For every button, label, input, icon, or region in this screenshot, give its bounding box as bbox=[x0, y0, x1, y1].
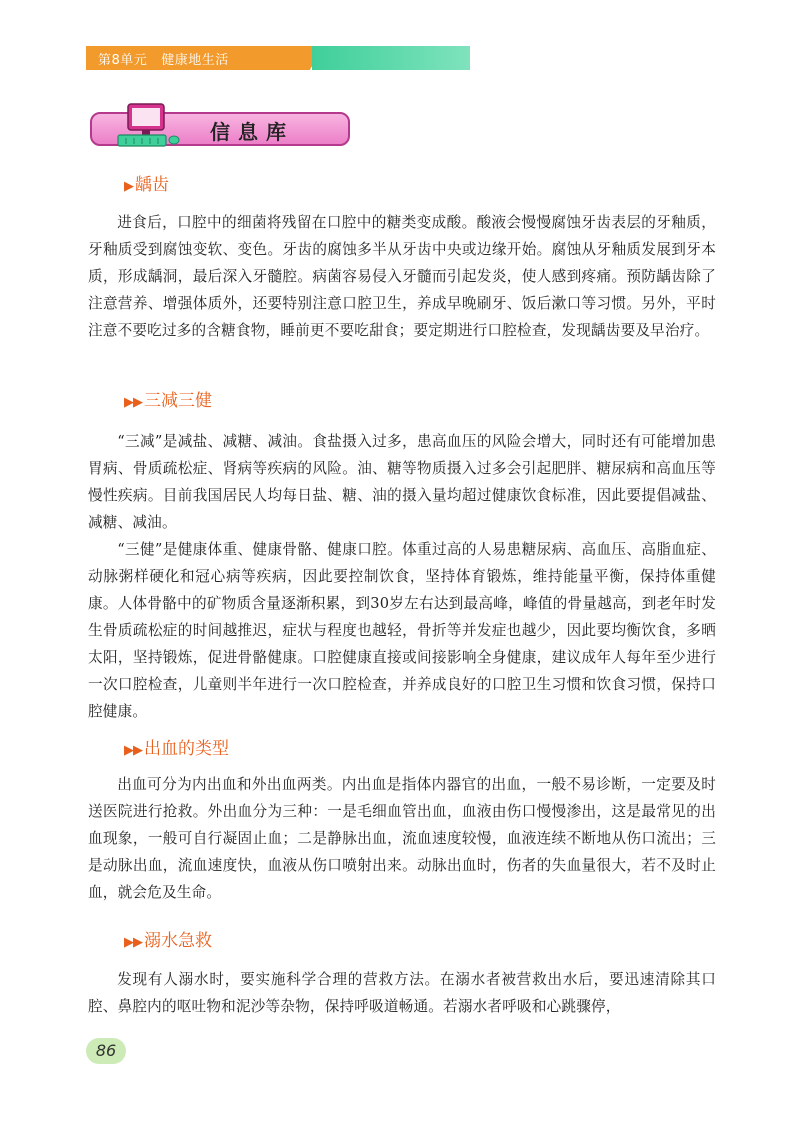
paragraph-three-reductions: “三减”是减盐、减糖、减油。食盐摄入过多，患高血压的风险会增大，同时还有可能增加患胃病、骨质疏松症、肾病等疾病的风险。油、糖等物质摄入过多会引起肥胖、糖尿病和高血压等慢性疾病。目前我国居民人均每日盐、糖、油的摄入量均超过健康饮食标准，因此要提倡减盐、减糖、减油。 bbox=[88, 433, 716, 531]
section-title: 龋齿 bbox=[135, 175, 169, 195]
unit-label bbox=[98, 49, 243, 68]
section-heading-drowning-aid bbox=[124, 926, 212, 951]
computer-icon bbox=[112, 102, 182, 152]
arrow-icon: ▶▶ bbox=[124, 743, 142, 758]
paragraph-bleeding-types: 出血可分为内出血和外出血两类。内出血是指体内器官的出血，一般不易诊断，一定要及时送医院进行抢救。外出血分为三种：一是毛细血管出血，血液由伤口慢慢渗出，这是最常见的出血现象，一般可自行凝固止血；二是静脉出血，流血速度较慢，血液连续不断地从伤口流出；三是动脉出血，流血速度快，血液从伤口喷射出来。动脉出血时，伤者的失血量很大，若不及时止血，就会危及生命。 bbox=[88, 776, 716, 901]
unit-title: 健康地生活 bbox=[161, 53, 229, 68]
paragraph-drowning-aid: 发现有人溺水时，要实施科学合理的营救方法。在溺水者被营救出水后，要迅速清除其口腔、鼻腔内的呕吐物和泥沙等杂物，保持呼吸道畅通。若溺水者呼吸和心跳骤停， bbox=[88, 971, 716, 1015]
section-heading-bleeding-types bbox=[124, 734, 229, 759]
section-title: 出血的类型 bbox=[144, 739, 229, 759]
section-heading-caries bbox=[124, 170, 169, 195]
arrow-icon: ▶▶ bbox=[124, 395, 142, 410]
section-heading-three-reductions bbox=[124, 386, 212, 411]
arrow-icon: ▶▶ bbox=[124, 935, 142, 950]
section-title: 三减三健 bbox=[144, 391, 212, 411]
banner-title: 信息库 bbox=[210, 120, 294, 144]
paragraph-three-healths: “三健”是健康体重、健康骨骼、健康口腔。体重过高的人易患糖尿病、高血压、高脂血症、动脉粥样硬化和冠心病等疾病，因此要控制饮食，坚持体育锻炼，维持能量平衡，保持体重健康。人体骨骼中的矿物质含量逐渐积累，到30岁左右达到最高峰，峰值的骨量越高，到老年时发生骨质疏松症的时间越推迟，症状与程度也越轻，骨折等并发症也越少，因此要均衡饮食，多晒太阳，坚持锻炼，促进骨骼健康。口腔健康直接或间接影响全身健康，建议成年人每年至少进行一次口腔检查，儿童则半年进行一次口腔检查，并养成良好的口腔卫生习惯和饮食习惯，保持口腔健康。 bbox=[88, 541, 716, 720]
unit-bar-green bbox=[312, 46, 470, 70]
paragraph-caries: 进食后，口腔中的细菌将残留在口腔中的糖类变成酸。酸液会慢慢腐蚀牙齿表层的牙釉质，牙釉质受到腐蚀变软、变色。牙齿的腐蚀多半从牙齿中央或边缘开始。腐蚀从牙釉质发展到牙本质，形成龋洞，最后深入牙髓腔。病菌容易侵入牙髓而引起发炎，使人感到疼痛。预防龋齿除了注意营养、增强体质外，还要特别注意口腔卫生，养成早晚刷牙、饭后漱口等习惯。另外，平时注意不要吃过多的含糖食物，睡前更不要吃甜食；要定期进行口腔检查，发现龋齿要及早治疗。 bbox=[88, 214, 716, 339]
unit-header-bar bbox=[86, 46, 470, 70]
page-number: 86 bbox=[86, 1038, 126, 1064]
section-title: 溺水急救 bbox=[144, 931, 212, 951]
arrow-icon: ▶ bbox=[124, 179, 133, 194]
info-banner bbox=[90, 108, 352, 148]
unit-number: 第8单元 bbox=[98, 53, 148, 68]
